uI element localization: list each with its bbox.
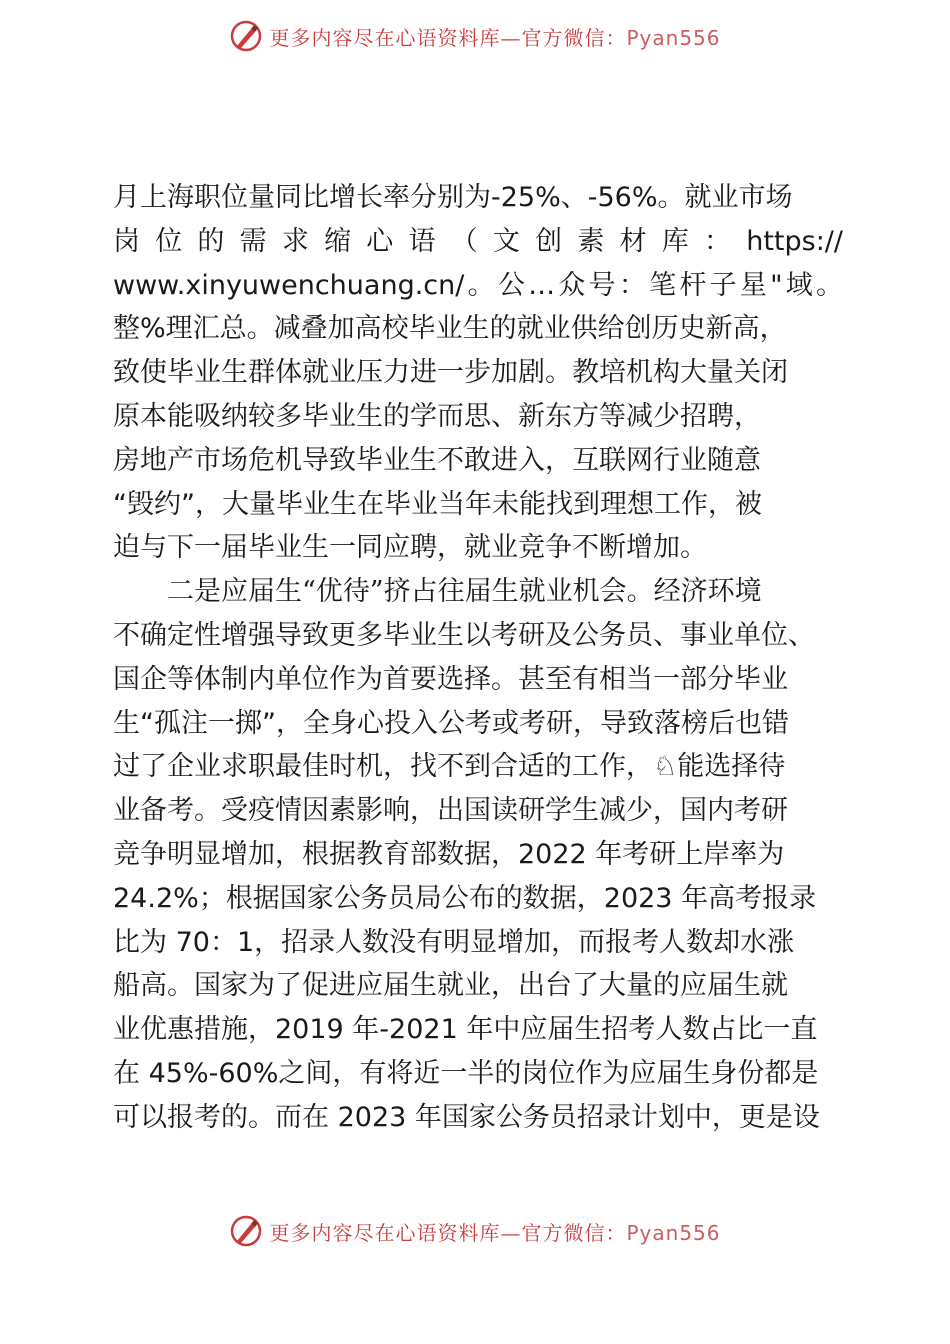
body-line: 不确定性增强导致更多毕业生以考研及公务员、事业单位、 (113, 619, 815, 651)
body-line: 可以报考的。而在 2023 年国家公务员招录计划中，更是设 (113, 1101, 820, 1133)
body-line: 业优惠措施，2019 年-2021 年中应届生招考人数占比一直 (113, 1014, 818, 1046)
header-banner (0, 14, 950, 58)
footer-banner-text: 更多内容尽在心语资料库—官方微信：Pyan556 (269, 1220, 721, 1245)
body-line: 船高。国家为了促进应届生就业，出台了大量的应届生就 (113, 970, 788, 1002)
section-heading-line: 二是应届生“优待”挤占往届生就业机会。经济环境 (113, 576, 762, 608)
body-line: www.xinyuwenchuang.cn/。公…众号：笔杆子星"域。 (113, 269, 843, 301)
body-line: 房地产市场危机导致毕业生不敢进入，互联网行业随意 (113, 444, 761, 476)
body-line: 24.2%；根据国家公务员局公布的数据，2023 年高考报录 (113, 882, 817, 914)
body-line: 国企等体制内单位作为首要选择。甚至有相当一部分毕业 (113, 663, 788, 695)
body-line: 月上海职位量同比增长率分别为-25%、-56%。就业市场 (113, 182, 793, 213)
body-line: 业备考。受疫情因素影响，出国读研学生减少，国内考研 (113, 795, 788, 827)
pen-logo-icon (229, 19, 263, 53)
pen-logo-icon (229, 1214, 263, 1248)
body-line: 在 45%-60%之间，有将近一半的岗位作为应届生身份都是 (113, 1057, 819, 1089)
header-banner-text: 更多内容尽在心语资料库—官方微信：Pyan556 (269, 25, 721, 50)
body-line: 致使毕业生群体就业压力进一步加剧。教培机构大量关闭 (113, 357, 788, 389)
body-line: 比为 70：1，招录人数没有明显增加，而报考人数却水涨 (113, 926, 795, 958)
body-line: 岗位的需求缩心语（文创素材库：https:// (113, 225, 843, 257)
document-body (113, 176, 843, 1140)
footer-banner (0, 1209, 950, 1253)
body-line: 迫与下一届毕业生一同应聘，就业竞争不断增加。 (113, 532, 707, 564)
body-line: 生“孤注一掷”，全身心投入公考或考研，导致落榜后也错 (113, 707, 789, 739)
body-line: 竞争明显增加，根据教育部数据，2022 年考研上岸率为 (113, 838, 785, 870)
body-line: 原本能吸纳较多毕业生的学而思、新东方等减少招聘， (113, 400, 761, 432)
body-line: 过了企业求职最佳时机，找不到合适的工作，♘能选择待 (113, 751, 786, 783)
body-line: “毁约”，大量毕业生在毕业当年未能找到理想工作，被 (113, 488, 762, 520)
body-line: 整%理汇总。减叠加高校毕业生的就业供给创历史新高， (113, 313, 787, 345)
